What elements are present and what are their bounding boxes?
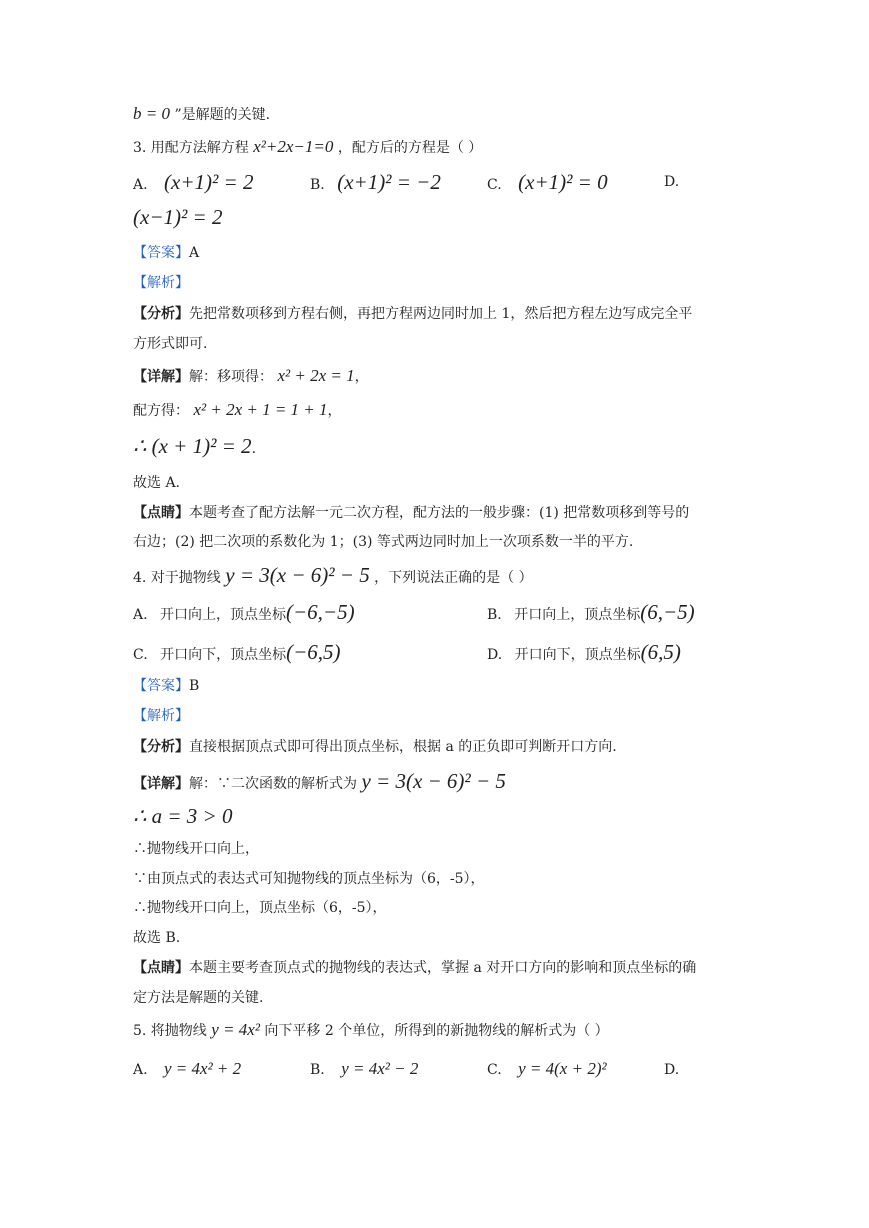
q3-answer [133, 243, 199, 263]
q4-option-c [133, 642, 341, 665]
q5-stem-text: 5. 将抛物线 [133, 1023, 207, 1039]
step-math: ∴ (x + 1)² = 2 [133, 434, 252, 458]
option-math: (x+1)² = 0 [518, 170, 608, 194]
q3-step2 [133, 400, 342, 421]
q3-analysis-tag: 【解析】 [133, 275, 189, 291]
q3-xiangjie-step1 [133, 366, 369, 387]
q4-option-d [487, 642, 681, 665]
xiangjie-pre: 解：移项得： [189, 369, 273, 385]
q5-option-b [310, 1059, 418, 1080]
q3-stem [133, 137, 482, 158]
q3-fenxi-line2: 方形式即可. [133, 336, 208, 352]
q4-dianjing-line2: 定方法是解题的关键. [133, 990, 264, 1006]
answer-value: A [189, 245, 200, 261]
answer-tag: 【答案】 [133, 245, 189, 261]
answer-tag: 【答案】 [133, 678, 189, 694]
intro-text: ”是解题的关键. [174, 107, 271, 123]
option-math: y = 4x² + 2 [164, 1059, 242, 1078]
dianjing-text: 本题主要考查顶点式的抛物线的表达式，掌握 a 对开口方向的影响和顶点坐标的确 [189, 960, 697, 976]
q3-option-c [487, 172, 608, 195]
q5-equation: y = 4x² [211, 1020, 260, 1039]
option-text: 开口向下，顶点坐标 [160, 647, 287, 663]
q3-step3 [133, 436, 256, 459]
q4-step4: ∴抛物线开口向上，顶点坐标（6，-5）， [133, 900, 387, 916]
fenxi-text: 先把常数项移到方程右侧，再把方程两边同时加上 1，然后把方程左边写成完全平 [189, 306, 693, 322]
q3-fenxi-line1 [133, 304, 692, 324]
option-math: (x+1)² = 2 [164, 170, 254, 194]
xiangjie-math: y = 3(x − 6)² − 5 [361, 769, 506, 793]
q4-fenxi [133, 737, 617, 757]
q4-answer [133, 676, 199, 696]
fenxi-tag: 【分析】 [133, 306, 189, 322]
q4-step3: ∵由顶点式的表达式可知抛物线的顶点坐标为（6，-5）， [133, 871, 485, 887]
option-label: B. [310, 177, 325, 193]
q4-stem-after: ，下列说法正确的是（ ） [374, 570, 533, 586]
option-label: B. [487, 607, 502, 623]
q4-option-a [133, 602, 355, 625]
dianjing-tag: 【点睛】 [133, 505, 189, 521]
q3-stem-after: ，配方后的方程是（ ） [337, 140, 483, 156]
xiangjie-tag: 【详解】 [133, 776, 189, 792]
q4-step2: ∴抛物线开口向上， [133, 841, 259, 857]
option-math: (x+1)² = −2 [337, 170, 441, 194]
q4-equation: y = 3(x − 6)² − 5 [225, 563, 370, 587]
q5-option-a [133, 1059, 241, 1080]
q5-option-d [664, 1059, 679, 1080]
option-label: C. [487, 177, 502, 193]
step-after: ， [354, 369, 369, 385]
q3-stem-text: 3. 用配方法解方程 [133, 140, 249, 156]
option-text: 开口向下，顶点坐标 [514, 647, 641, 663]
q4-xiangjie [133, 771, 506, 794]
intro-line [133, 104, 270, 125]
q3-choose: 故选 A. [133, 475, 181, 491]
xiangjie-pre: 解：∵二次函数的解析式为 [189, 776, 357, 792]
option-label: A. [133, 177, 148, 193]
option-text: 开口向上，顶点坐标 [160, 607, 287, 623]
q3-option-b [310, 172, 441, 195]
option-math: (−6,5) [286, 640, 341, 664]
q3-option-d-label [664, 172, 679, 192]
option-math: (6,5) [640, 640, 681, 664]
option-math: (6,−5) [640, 600, 695, 624]
option-math: (x−1)² = 2 [133, 205, 223, 229]
intro-math: b = 0 [133, 104, 170, 123]
option-label: A. [133, 607, 148, 623]
option-math: y = 4(x + 2)² [518, 1059, 607, 1078]
answer-value: B [189, 678, 200, 694]
option-label: D. [664, 1062, 680, 1078]
q4-option-b [487, 602, 695, 625]
fenxi-text: 直接根据顶点式即可得出顶点坐标，根据 a 的正负即可判断开口方向. [189, 739, 617, 755]
step-after: . [251, 441, 257, 457]
q5-option-c [487, 1059, 607, 1080]
q3-dianjing-line1 [133, 503, 689, 523]
option-text: 开口向上，顶点坐标 [514, 607, 641, 623]
step-after: ， [327, 403, 342, 419]
q4-stem [133, 565, 533, 588]
option-label: C. [487, 1062, 502, 1078]
q4-dianjing-line1 [133, 958, 696, 978]
q3-dianjing-line2: 右边；(2) 把二次项的系数化为 1；(3) 等式两边同时加上一次项系数一半的平方. [133, 534, 634, 550]
q4-analysis-tag: 【解析】 [133, 708, 189, 724]
q3-equation: x²+2x−1=0 [253, 137, 334, 156]
q4-choose: 故选 B. [133, 930, 181, 946]
q3-option-d-math [133, 207, 222, 230]
option-math: y = 4x² − 2 [341, 1059, 419, 1078]
dianjing-tag: 【点睛】 [133, 960, 189, 976]
option-label: B. [310, 1062, 325, 1078]
q4-stem-text: 4. 对于抛物线 [133, 570, 221, 586]
step-math: x² + 2x = 1 [277, 366, 355, 385]
option-label: D. [487, 647, 503, 663]
q5-stem [133, 1020, 609, 1041]
q5-stem-after: 向下平移 2 个单位，所得到的新抛物线的解析式为（ ） [264, 1023, 609, 1039]
option-label: C. [133, 647, 148, 663]
q3-option-a [133, 172, 253, 195]
step-math: x² + 2x + 1 = 1 + 1 [193, 400, 328, 419]
option-math: (−6,−5) [286, 600, 355, 624]
xiangjie-tag: 【详解】 [133, 369, 189, 385]
option-label: D. [664, 174, 680, 190]
fenxi-tag: 【分析】 [133, 739, 189, 755]
q4-step1: ∴ a = 3 > 0 [133, 804, 233, 828]
step-pre: 配方得： [133, 403, 189, 419]
dianjing-text: 本题考查了配方法解一元二次方程，配方法的一般步骤：(1) 把常数项移到等号的 [189, 505, 690, 521]
option-label: A. [133, 1062, 148, 1078]
